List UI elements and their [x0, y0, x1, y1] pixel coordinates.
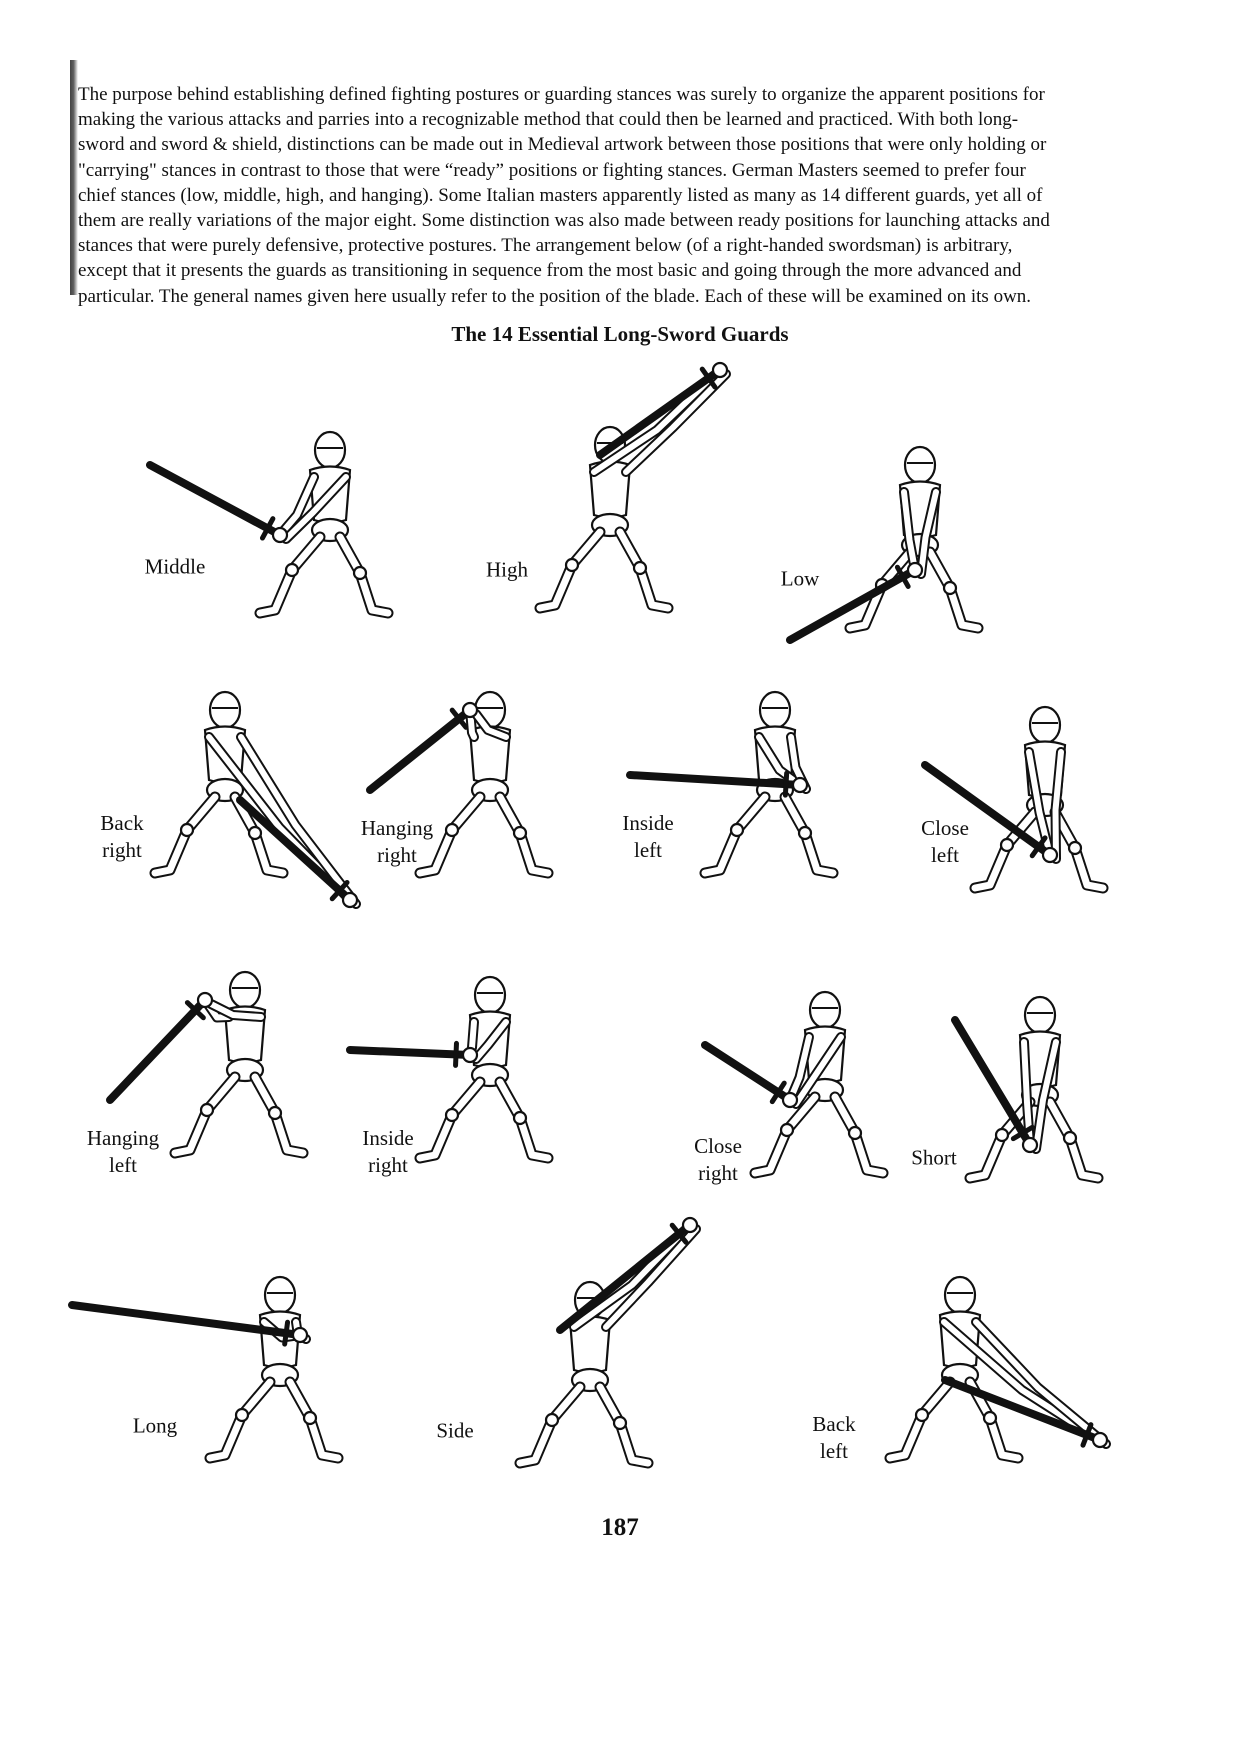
hand: [343, 893, 357, 907]
guard-label: [486, 557, 528, 584]
guard-label-line: right: [102, 838, 142, 862]
knight-figure: [540, 363, 727, 608]
helmet: [475, 977, 505, 1013]
guard-label-line: right: [698, 1161, 738, 1185]
intro-line: sword and sword & shield, distinctions can be made out in Medieval artwork between those positions that were only holding or: [78, 134, 1047, 156]
hand: [1093, 1433, 1107, 1447]
guard-label-line: right: [377, 843, 417, 867]
guard-label-line: Middle: [144, 554, 206, 579]
guard-label-line: Back: [812, 1412, 856, 1436]
hand: [713, 363, 727, 377]
knee: [984, 1412, 996, 1424]
guard-label-line: Low: [780, 566, 820, 591]
helmet: [315, 432, 345, 468]
hand: [793, 778, 807, 792]
intro-line: chief stances (low, middle, high, and hanging). Some Italian masters apparently listed as many as 14 different guards, yet all of: [78, 184, 1043, 206]
sword-blade: [955, 1020, 1030, 1145]
guard-label-line: Close: [694, 1134, 742, 1158]
intro-line: The purpose behind establishing defined fighting postures or guarding stances was surely to organize the apparent positions for: [78, 84, 1045, 105]
knee: [249, 827, 261, 839]
guard-label: [145, 554, 206, 581]
helmet: [760, 692, 790, 728]
helmet: [1025, 997, 1055, 1033]
knight-figure: [790, 447, 978, 640]
guard-label: [921, 815, 969, 869]
guard-label-line: Inside: [622, 811, 674, 835]
guard-label-line: Short: [911, 1145, 957, 1170]
guard-label-line: Side: [436, 1418, 474, 1443]
knee: [269, 1107, 281, 1119]
knee: [916, 1409, 928, 1421]
guard-label: [812, 1411, 855, 1465]
intro-line: them are really variations of the major eight. Some distinction was also made between ready positions for launching attacks and: [78, 210, 1050, 232]
hand: [1023, 1138, 1037, 1152]
knight-figure: [150, 432, 388, 613]
hand: [463, 1048, 477, 1062]
knee: [614, 1417, 626, 1429]
intro-line: stances that were purely defensive, protective postures. The arrangement below (of a right-handed swordsman) is arbitrary,: [78, 235, 1013, 257]
knight-figure: [520, 1218, 697, 1463]
guard-label-line: left: [109, 1153, 137, 1177]
hand: [273, 528, 287, 542]
guard-label-line: left: [820, 1439, 848, 1463]
sword-blade: [150, 465, 280, 535]
knee: [286, 564, 298, 576]
knee: [634, 562, 646, 574]
hand: [463, 703, 477, 717]
helmet: [230, 972, 260, 1008]
guard-label: [622, 810, 673, 864]
knee: [304, 1412, 316, 1424]
guard-label: [361, 815, 433, 869]
guard-label: [100, 810, 143, 864]
knee: [514, 827, 526, 839]
knee: [1001, 839, 1013, 851]
sword-blade: [560, 1225, 690, 1330]
knee: [354, 567, 366, 579]
knee: [996, 1129, 1008, 1141]
guard-label: [133, 1413, 177, 1440]
knee: [181, 824, 193, 836]
guard-label: [694, 1133, 742, 1187]
knee: [514, 1112, 526, 1124]
knee: [731, 824, 743, 836]
guard-label-line: right: [368, 1153, 408, 1177]
guard-label-line: Long: [132, 1413, 178, 1438]
hand: [783, 1093, 797, 1107]
helmet: [810, 992, 840, 1028]
sword-crossguard: [785, 773, 786, 795]
hand: [198, 993, 212, 1007]
guard-label: [781, 566, 820, 593]
sword-crossguard: [456, 1043, 457, 1065]
section-heading: The 14 Essential Long-Sword Guards: [451, 322, 789, 346]
intro-line: making the various attacks and parries into a recognizable method that could then be learned and practiced. With both long-: [78, 109, 1019, 131]
knight-figure: [890, 1277, 1107, 1458]
sword-blade: [350, 1050, 470, 1055]
knee: [566, 559, 578, 571]
guard-label: [362, 1125, 413, 1179]
knight-figure: [72, 1277, 338, 1458]
knee: [849, 1127, 861, 1139]
knee: [944, 582, 956, 594]
helmet: [265, 1277, 295, 1313]
knee: [799, 827, 811, 839]
helmet: [210, 692, 240, 728]
knee: [446, 1109, 458, 1121]
guard-label-line: Close: [921, 816, 969, 840]
intro-line: except that it presents the guards as transitioning in sequence from the most basic and going through the more advanced and: [78, 260, 1022, 282]
sword-blade: [370, 710, 470, 790]
hand: [293, 1328, 307, 1342]
guard-label-line: High: [486, 557, 528, 582]
hand: [908, 563, 922, 577]
guard-label-line: Hanging: [360, 816, 434, 840]
intro-line: "carrying" stances in contrast to those that were “ready” positions or fighting stances. German Masters seemed to prefer four: [78, 159, 1026, 181]
knee: [236, 1409, 248, 1421]
helmet: [1030, 707, 1060, 743]
guard-label-line: left: [931, 843, 959, 867]
guard-label-line: Inside: [362, 1126, 414, 1150]
guard-label-line: Back: [100, 811, 144, 835]
guard-label-line: left: [634, 838, 662, 862]
knight-figure: [155, 692, 357, 907]
hand: [683, 1218, 697, 1232]
knee: [201, 1104, 213, 1116]
helmet: [905, 447, 935, 483]
knee: [1069, 842, 1081, 854]
helmet: [945, 1277, 975, 1313]
sword-crossguard: [285, 1322, 288, 1344]
hand: [1043, 848, 1057, 862]
guard-label-line: Hanging: [86, 1126, 160, 1150]
knee: [446, 824, 458, 836]
intro-line: particular. The general names given here usually refer to the position of the blade. Each of these will be examined on its own.: [78, 285, 1032, 307]
page-number: 187: [601, 1514, 639, 1541]
sword-blade: [110, 1000, 205, 1100]
knee: [781, 1124, 793, 1136]
guard-label: [436, 1418, 473, 1445]
knee: [1064, 1132, 1076, 1144]
guard-label: [911, 1145, 957, 1172]
knight-figure: [955, 997, 1098, 1178]
knee: [546, 1414, 558, 1426]
guard-label: [87, 1125, 159, 1179]
